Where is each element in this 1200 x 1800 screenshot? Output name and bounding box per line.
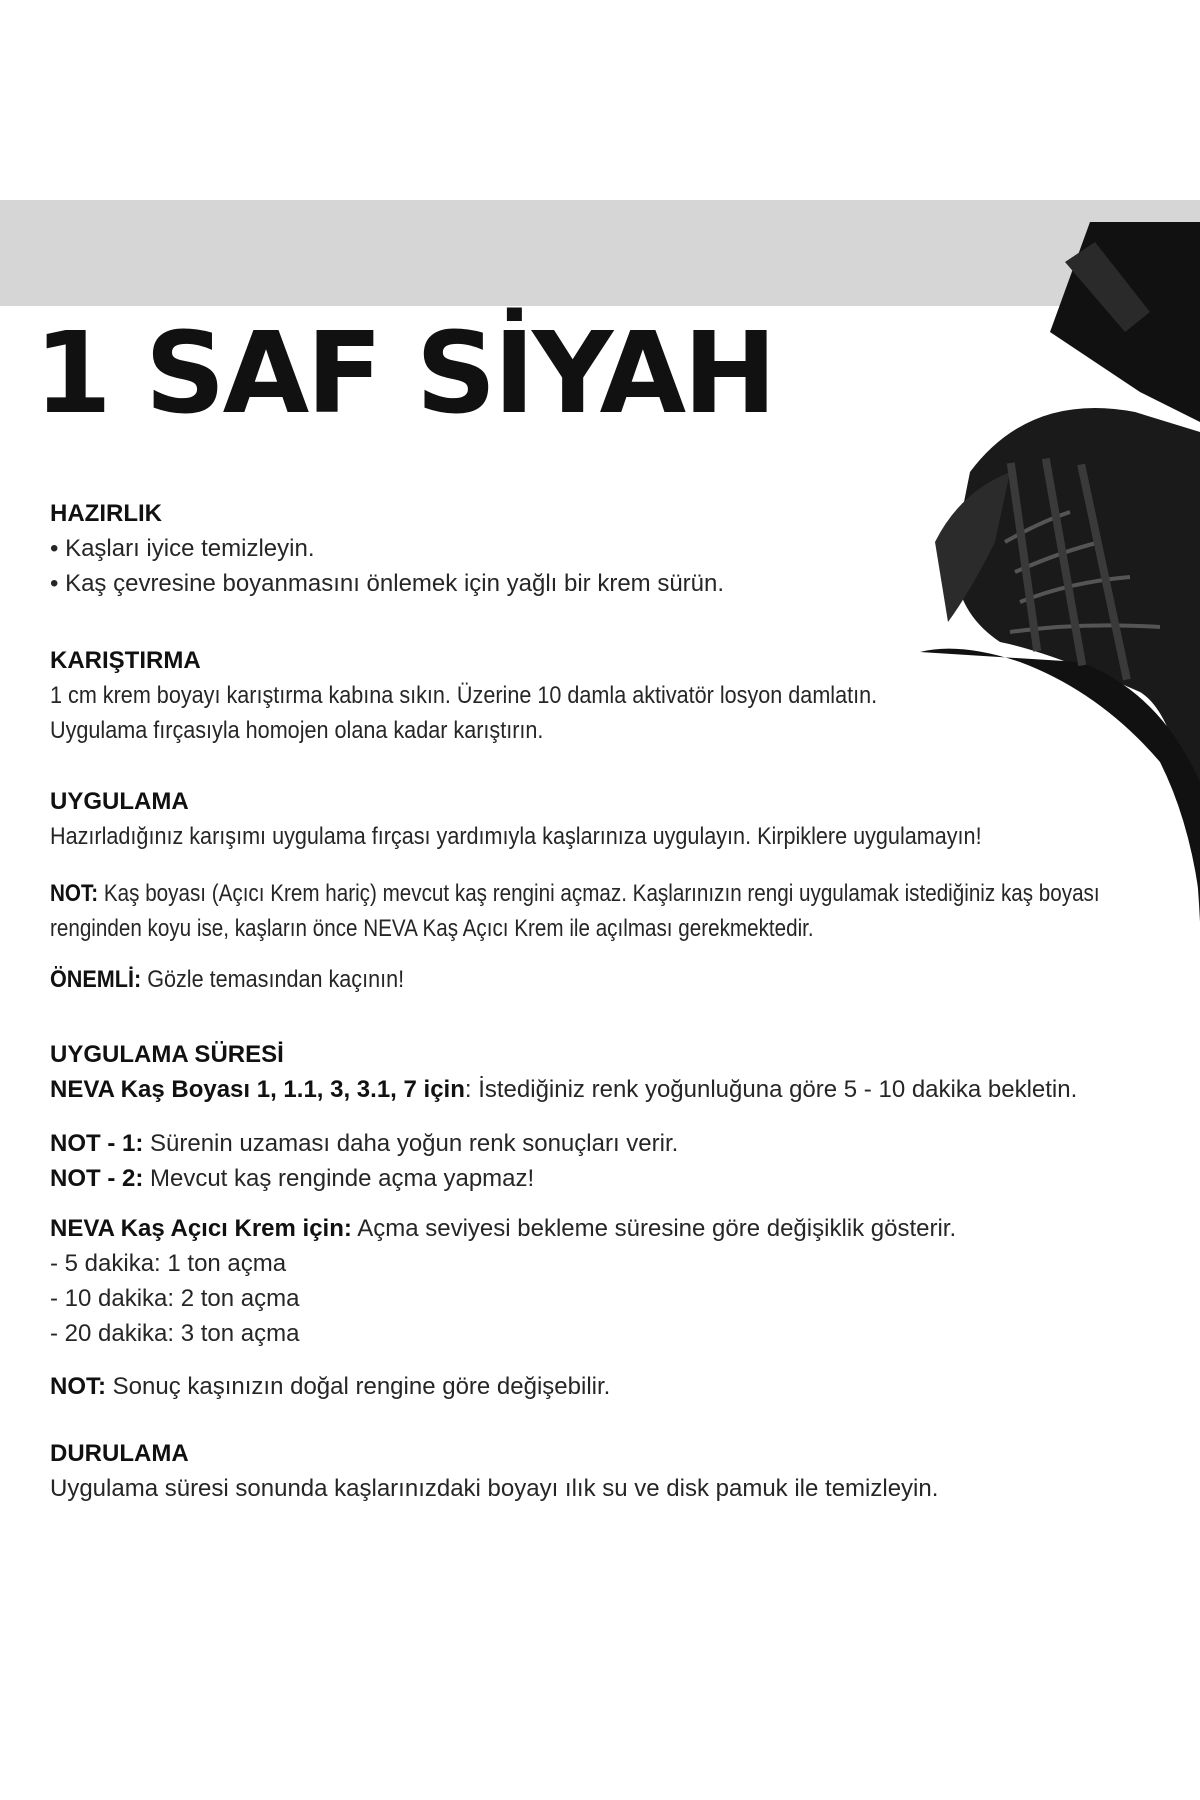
note2-label: NOT - 2: (50, 1165, 144, 1192)
heading-sure: UYGULAMA SÜRESİ (50, 1041, 284, 1068)
boya-text: : İstediğiniz renk yoğunluğuna göre 5 - 10 dakika bekletin. (464, 1076, 1078, 1103)
uygulama-note (50, 876, 1200, 946)
note1-label: NOT - 1: (50, 1130, 144, 1157)
section-karistirma (50, 643, 969, 748)
important-label: ÖNEMLİ: (50, 966, 142, 993)
durulama-text: Uygulama süresi sonunda kaşlarınızdaki boyayı ılık su ve disk pamuk ile temizleyin. (50, 1475, 939, 1502)
heading-durulama: DURULAMA (50, 1440, 189, 1467)
important-text: Gözle temasından kaçının! (141, 966, 405, 993)
heading-hazirlik: HAZIRLIK (50, 500, 162, 527)
page-title: 1 SAF SİYAH (34, 309, 774, 439)
section-hazirlik (50, 496, 724, 601)
note-label: NOT: (50, 880, 99, 907)
sure-final-note (50, 1369, 610, 1404)
uygulama-text: Hazırladığınız karışımı uygulama fırçası yardımıyla kaşlarınıza uygulayın. Kirpiklere uygulamayın! (50, 823, 982, 850)
note-text: Kaş boyası (Açıcı Krem hariç) mevcut kaş rengini açmaz. Kaşlarınızın rengi uygulamak istediğiniz kaş boyası (98, 880, 1100, 907)
note1-text: Sürenin uzaması daha yoğun renk sonuçları verir. (143, 1130, 679, 1157)
krem-section (50, 1211, 956, 1351)
list-item: • Kaşları iyice temizleyin. (50, 535, 315, 562)
section-uygulama (50, 784, 1085, 854)
list-item: • Kaş çevresine boyanmasını önlemek için yağlı bir krem sürün. (50, 570, 725, 597)
krem-label: NEVA Kaş Açıcı Krem için: (50, 1215, 352, 1242)
list-item: - 5 dakika: 1 ton açma (50, 1250, 287, 1277)
sure-notes (50, 1126, 678, 1196)
section-sure (50, 1037, 1077, 1107)
krem-text: Açma seviyesi bekleme süresine göre değişiklik gösterir. (351, 1215, 957, 1242)
heading-karistirma: KARIŞTIRMA (50, 647, 201, 674)
final-note-text: Sonuç kaşınızın doğal rengine göre değişebilir. (106, 1373, 611, 1400)
heading-uygulama: UYGULAMA (50, 788, 189, 815)
karistirma-line: 1 cm krem boyayı karıştırma kabına sıkın. Üzerine 10 damla aktivatör losyon damlatın. (50, 682, 878, 709)
uygulama-important (50, 962, 444, 997)
boya-label: NEVA Kaş Boyası 1, 1.1, 3, 3.1, 7 için (50, 1076, 465, 1103)
list-item: - 20 dakika: 3 ton açma (50, 1320, 300, 1347)
karistirma-line: Uygulama fırçasıyla homojen olana kadar karıştırın. (50, 717, 544, 744)
section-durulama (50, 1436, 938, 1506)
note2-text: Mevcut kaş renginde açma yapmaz! (143, 1165, 535, 1192)
list-item: - 10 dakika: 2 ton açma (50, 1285, 300, 1312)
final-note-label: NOT: (50, 1373, 106, 1400)
note-text: renginden koyu ise, kaşların önce NEVA Kaş Açıcı Krem ile açılması gerekmektedir. (50, 915, 814, 942)
